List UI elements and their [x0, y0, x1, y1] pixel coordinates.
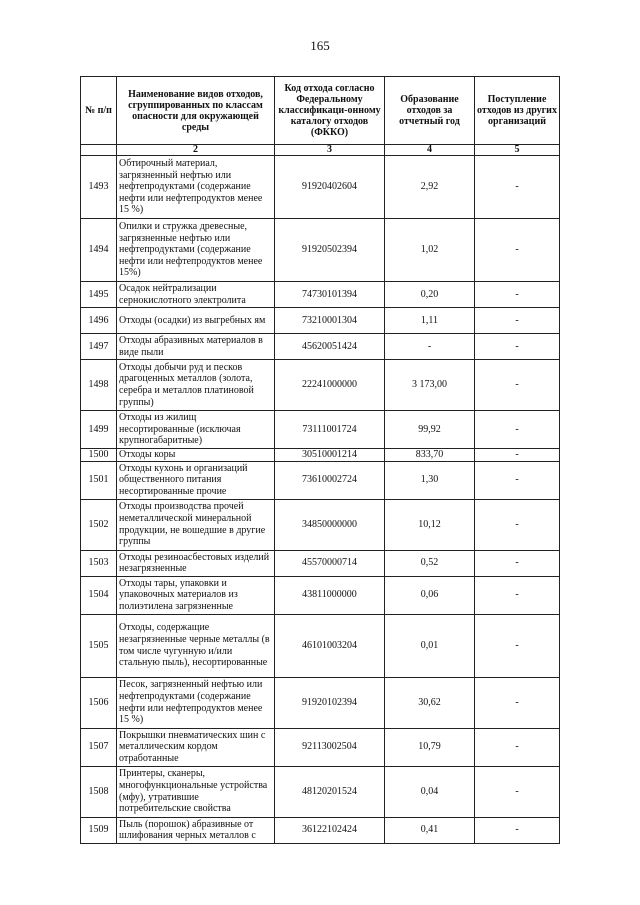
- row-number: 1502: [81, 499, 117, 550]
- generated-amount: 1,02: [385, 219, 475, 282]
- row-number: 1498: [81, 360, 117, 411]
- column-index-5: 5: [475, 145, 560, 156]
- waste-name: Отходы коры: [117, 449, 275, 462]
- header-generated: Образование отходов за отчетный год: [385, 77, 475, 145]
- fkko-code: 22241000000: [275, 360, 385, 411]
- received-amount: -: [475, 550, 560, 576]
- received-amount: -: [475, 360, 560, 411]
- received-amount: -: [475, 677, 560, 728]
- fkko-code: 74730101394: [275, 282, 385, 308]
- fkko-code: 91920502394: [275, 219, 385, 282]
- generated-amount: 10,79: [385, 728, 475, 766]
- row-number: 1507: [81, 728, 117, 766]
- generated-amount: 0,06: [385, 576, 475, 614]
- received-amount: -: [475, 334, 560, 360]
- generated-amount: 0,52: [385, 550, 475, 576]
- fkko-code: 92113002504: [275, 728, 385, 766]
- received-amount: -: [475, 449, 560, 462]
- fkko-code: 43811000000: [275, 576, 385, 614]
- waste-name: Отходы абразивных материалов в виде пыли: [117, 334, 275, 360]
- generated-amount: 3 173,00: [385, 360, 475, 411]
- waste-name: Песок, загрязненный нефтью или нефтепродуктами (содержание нефти или нефтепродуктов менее 15 %): [117, 677, 275, 728]
- column-index-row: [81, 145, 560, 156]
- waste-name: Отходы из жилищ несортированные (исключая крупногабаритные): [117, 411, 275, 449]
- waste-name: Отходы кухонь и организаций общественного питания несортированные прочие: [117, 461, 275, 499]
- table-row: [81, 334, 560, 360]
- header-name: Наименование видов отходов, сгруппированных по классам опасности для окружающей среды: [117, 77, 275, 145]
- generated-amount: 99,92: [385, 411, 475, 449]
- table-row: [81, 677, 560, 728]
- table-row: [81, 614, 560, 677]
- row-number: 1508: [81, 766, 117, 817]
- received-amount: -: [475, 614, 560, 677]
- row-number: 1500: [81, 449, 117, 462]
- row-number: 1495: [81, 282, 117, 308]
- received-amount: -: [475, 411, 560, 449]
- row-number: 1505: [81, 614, 117, 677]
- generated-amount: 0,04: [385, 766, 475, 817]
- fkko-code: 48120201524: [275, 766, 385, 817]
- generated-amount: 30,62: [385, 677, 475, 728]
- waste-name: Отходы добычи руд и песков драгоценных металлов (золота, серебра и металлов платиновой группы): [117, 360, 275, 411]
- waste-name: Опилки и стружка древесные, загрязненные нефтью или нефтепродуктами (содержание нефти или нефтепродуктов менее 15%): [117, 219, 275, 282]
- column-index-4: 4: [385, 145, 475, 156]
- table-row: [81, 817, 560, 843]
- generated-amount: 1,11: [385, 308, 475, 334]
- fkko-code: 34850000000: [275, 499, 385, 550]
- received-amount: -: [475, 766, 560, 817]
- received-amount: -: [475, 461, 560, 499]
- waste-name: Осадок нейтрализации сернокислотного электролита: [117, 282, 275, 308]
- table-row: [81, 282, 560, 308]
- fkko-code: 45570000714: [275, 550, 385, 576]
- table-row: [81, 766, 560, 817]
- table-row: [81, 156, 560, 219]
- header-code: Код отхода согласно Федеральному классификаци-онному каталогу отходов (ФККО): [275, 77, 385, 145]
- row-number: 1509: [81, 817, 117, 843]
- received-amount: -: [475, 308, 560, 334]
- waste-name: Покрышки пневматических шин с металлическим кордом отработанные: [117, 728, 275, 766]
- fkko-code: 73610002724: [275, 461, 385, 499]
- table-row: [81, 360, 560, 411]
- received-amount: -: [475, 817, 560, 843]
- table-row: [81, 461, 560, 499]
- table-row: [81, 576, 560, 614]
- row-number: 1503: [81, 550, 117, 576]
- generated-amount: 833,70: [385, 449, 475, 462]
- received-amount: -: [475, 499, 560, 550]
- table-row: [81, 411, 560, 449]
- row-number: 1504: [81, 576, 117, 614]
- received-amount: -: [475, 219, 560, 282]
- table-row: [81, 728, 560, 766]
- fkko-code: 46101003204: [275, 614, 385, 677]
- fkko-code: 36122102424: [275, 817, 385, 843]
- fkko-code: 91920102394: [275, 677, 385, 728]
- page-number: 165: [310, 38, 330, 53]
- header-received: Поступление отходов из других организаций: [475, 77, 560, 145]
- header-row: [81, 77, 560, 145]
- generated-amount: 0,01: [385, 614, 475, 677]
- generated-amount: 2,92: [385, 156, 475, 219]
- fkko-code: 30510001214: [275, 449, 385, 462]
- received-amount: -: [475, 282, 560, 308]
- fkko-code: 91920402604: [275, 156, 385, 219]
- table-row: [81, 499, 560, 550]
- waste-name: Отходы (осадки) из выгребных ям: [117, 308, 275, 334]
- generated-amount: 10,12: [385, 499, 475, 550]
- waste-name: Отходы резиноасбестовых изделий незагрязненные: [117, 550, 275, 576]
- waste-name: Отходы тары, упаковки и упаковочных материалов из полиэтилена загрязненные: [117, 576, 275, 614]
- generated-amount: 0,41: [385, 817, 475, 843]
- fkko-code: 45620051424: [275, 334, 385, 360]
- waste-table: [80, 76, 560, 844]
- header-num: № п/п: [81, 77, 117, 145]
- row-number: 1496: [81, 308, 117, 334]
- waste-name: Отходы, содержащие незагрязненные черные металлы (в том числе чугунную и/или стальную пыль), несортированные: [117, 614, 275, 677]
- table-row: [81, 308, 560, 334]
- generated-amount: -: [385, 334, 475, 360]
- received-amount: -: [475, 156, 560, 219]
- waste-name: Отходы производства прочей неметаллической минеральной продукции, не вошедшие в другие группы: [117, 499, 275, 550]
- received-amount: -: [475, 728, 560, 766]
- row-number: 1493: [81, 156, 117, 219]
- fkko-code: 73111001724: [275, 411, 385, 449]
- row-number: 1506: [81, 677, 117, 728]
- generated-amount: 0,20: [385, 282, 475, 308]
- row-number: 1497: [81, 334, 117, 360]
- generated-amount: 1,30: [385, 461, 475, 499]
- waste-name: Пыль (порошок) абразивные от шлифования черных металлов с: [117, 817, 275, 843]
- received-amount: -: [475, 576, 560, 614]
- table-row: [81, 219, 560, 282]
- column-index-empty: [81, 145, 117, 156]
- row-number: 1501: [81, 461, 117, 499]
- column-index-3: 3: [275, 145, 385, 156]
- table-row: [81, 449, 560, 462]
- column-index-2: 2: [117, 145, 275, 156]
- fkko-code: 73210001304: [275, 308, 385, 334]
- table-row: [81, 550, 560, 576]
- row-number: 1499: [81, 411, 117, 449]
- row-number: 1494: [81, 219, 117, 282]
- waste-name: Принтеры, сканеры, многофункциональные устройства (мфу), утратившие потребительские свойства: [117, 766, 275, 817]
- waste-name: Обтирочный материал, загрязненный нефтью или нефтепродуктами (содержание нефти или нефтепродуктов менее 15 %): [117, 156, 275, 219]
